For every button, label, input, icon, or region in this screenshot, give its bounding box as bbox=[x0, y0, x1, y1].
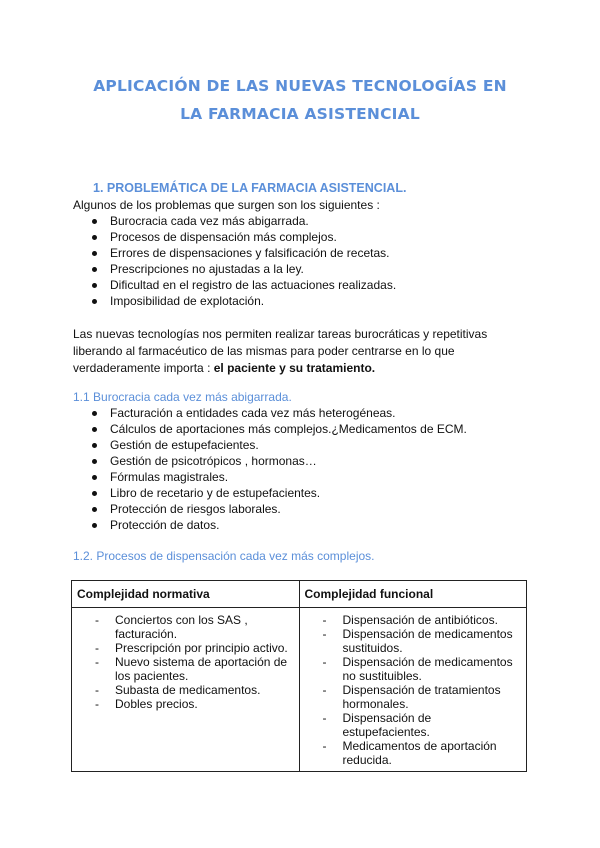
list-item: - Conciertos con los SAS , facturación. bbox=[77, 613, 294, 641]
list-item: Prescripciones no ajustadas a la ley. bbox=[0, 261, 396, 277]
list-item: - Dispensación de estupefacientes. bbox=[305, 711, 522, 739]
list-item: Procesos de dispensación más complejos. bbox=[0, 229, 396, 245]
functional-list bbox=[305, 613, 522, 767]
list-item: Errores de dispensaciones y falsificación de recetas. bbox=[0, 245, 396, 261]
list-item: - Dispensación de tratamientos hormonales. bbox=[305, 683, 522, 711]
list-item: - Prescripción por principio activo. bbox=[77, 641, 294, 655]
title-line-1: APLICACIÓN DE LAS NUEVAS TECNOLOGÍAS EN bbox=[93, 77, 507, 95]
table-cell bbox=[299, 608, 527, 772]
list-item: - Subasta de medicamentos. bbox=[77, 683, 294, 697]
table-row bbox=[72, 608, 527, 772]
column-header: Complejidad funcional bbox=[299, 581, 527, 608]
list-item: Gestión de estupefacientes. bbox=[0, 437, 467, 453]
paragraph-line: liberando al farmacéutico de las mismas para poder centrarse en lo que bbox=[73, 344, 455, 358]
column-header: Complejidad normativa bbox=[72, 581, 300, 608]
section-1-intro: Algunos de los problemas que surgen son los siguientes : bbox=[73, 198, 380, 212]
paragraph-line bbox=[73, 360, 487, 377]
list-item: - Medicamentos de aportación reducida. bbox=[305, 739, 522, 767]
list-item: Burocracia cada vez más abigarrada. bbox=[0, 213, 396, 229]
list-item: - Dispensación de antibióticos. bbox=[305, 613, 522, 627]
table-header-row bbox=[72, 581, 527, 608]
list-item: Protección de riesgos laborales. bbox=[0, 501, 467, 517]
list-item: Protección de datos. bbox=[0, 517, 467, 533]
section-1-heading: 1. PROBLEMÁTICA DE LA FARMACIA ASISTENCIAL. bbox=[93, 181, 407, 195]
title-line-2: LA FARMACIA ASISTENCIAL bbox=[180, 105, 420, 123]
section-1-2-heading: 1.2. Procesos de dispensación cada vez más complejos. bbox=[73, 549, 375, 563]
paragraph-text: verdaderamente importa : bbox=[73, 361, 214, 375]
technology-paragraph bbox=[73, 326, 487, 377]
list-item: Imposibilidad de explotación. bbox=[0, 293, 396, 309]
section-1-1-heading: 1.1 Burocracia cada vez más abigarrada. bbox=[73, 390, 292, 404]
list-item: - Nuevo sistema de aportación de los pacientes. bbox=[77, 655, 294, 683]
list-item: Cálculos de aportaciones más complejos.¿Medicamentos de ECM. bbox=[0, 421, 467, 437]
paragraph-emphasis: el paciente y su tratamiento. bbox=[213, 361, 376, 375]
list-item: - Dispensación de medicamentos no sustituibles. bbox=[305, 655, 522, 683]
bureaucracy-list bbox=[0, 405, 467, 533]
normative-list bbox=[77, 613, 294, 711]
paragraph-line: Las nuevas tecnologías nos permiten realizar tareas burocráticas y repetitivas bbox=[73, 327, 488, 341]
list-item: Gestión de psicotrópicos , hormonas… bbox=[0, 453, 467, 469]
list-item: - Dobles precios. bbox=[77, 697, 294, 711]
table-cell bbox=[72, 608, 300, 772]
problems-list bbox=[0, 213, 396, 309]
list-item: - Dispensación de medicamentos sustituidos. bbox=[305, 627, 522, 655]
list-item: Libro de recetario y de estupefacientes. bbox=[0, 485, 467, 501]
document-title bbox=[0, 72, 600, 128]
list-item: Facturación a entidades cada vez más heterogéneas. bbox=[0, 405, 467, 421]
list-item: Fórmulas magistrales. bbox=[0, 469, 467, 485]
list-item: Dificultad en el registro de las actuaciones realizadas. bbox=[0, 277, 396, 293]
complexity-table bbox=[71, 580, 527, 772]
